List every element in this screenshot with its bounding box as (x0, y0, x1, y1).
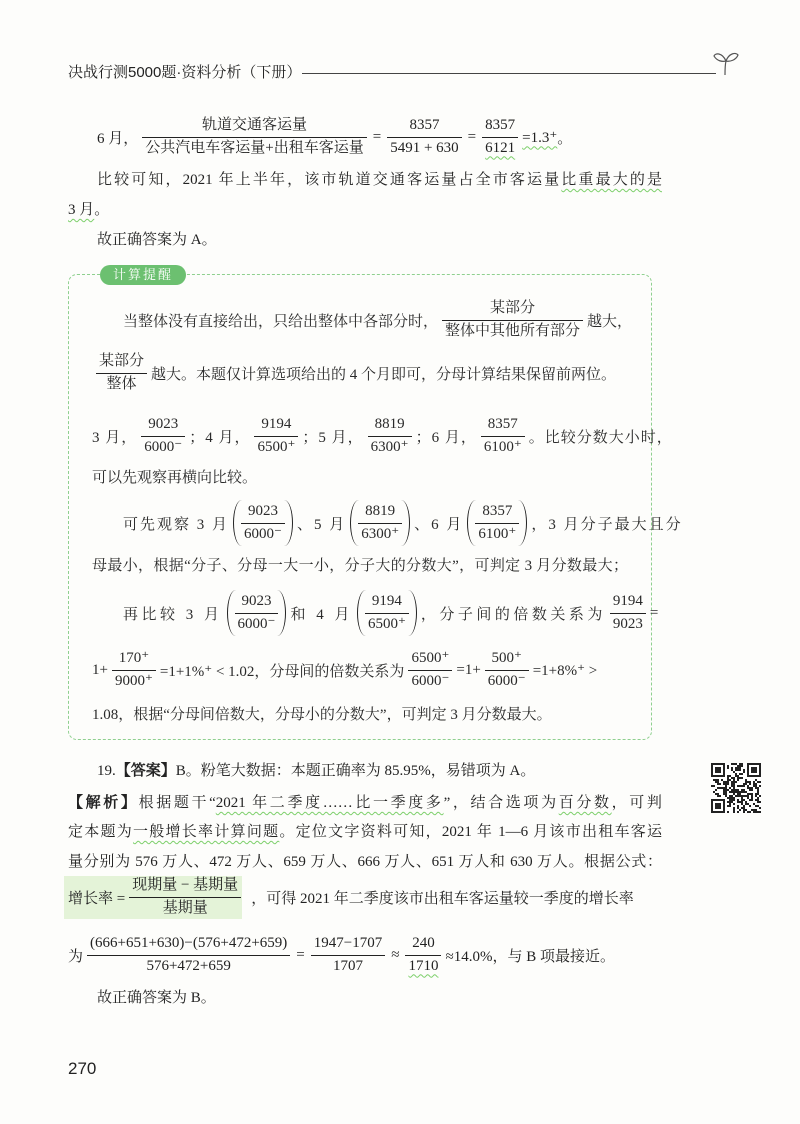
tip-line-9: 1.08，根据“分母间倍数大，分母小的分数大”，可判定 3 月分数最大。 (92, 707, 552, 723)
fraction-denominator: 6121 (485, 139, 516, 156)
equals-sign: = (649, 604, 662, 621)
conclusion-month: 3 月 (68, 202, 95, 218)
tip-line-1 (123, 295, 632, 345)
fraction-june-sum (482, 116, 518, 158)
tip-text: 1+ (92, 661, 108, 678)
approx-sign: ≈ (391, 946, 400, 963)
fraction-denominator: 9023 (612, 615, 643, 632)
page-number: 270 (68, 1059, 97, 1078)
june-ratio-line (97, 112, 572, 162)
analysis-emphasis: 一般增长率计算问题 (133, 824, 280, 840)
tip-text: 越大， (587, 313, 633, 330)
equals-sign: = (296, 946, 305, 963)
tip-text: 3 月， (92, 429, 138, 446)
fraction-numerator: 某部分 (442, 299, 583, 321)
conclusion-line-2 (68, 199, 109, 221)
tip-text: 、5 月 (296, 516, 347, 533)
fraction-denominator: 6000⁻ (244, 525, 282, 542)
fraction-denominator: 5491 + 630 (390, 139, 459, 156)
conclusion-period: 。 (94, 202, 110, 218)
tip-text: 、6 月 (414, 516, 464, 533)
fraction-numerator: 8819 (368, 415, 412, 437)
fraction-numerator: 9194 (610, 592, 646, 614)
tip-line-8 (92, 645, 597, 695)
tip-text: =1+8%⁺ > (532, 662, 598, 679)
answer-line-a: 故正确答案为 A。 (97, 232, 217, 248)
fraction-june (475, 502, 519, 544)
fraction-denominator: 6300⁺ (361, 525, 400, 542)
tip-text: 越大。本题仅计算选项给出的 4 个月即可，分母计算结果保留前两位。 (151, 366, 617, 383)
fraction-denominator: 整体 (106, 375, 137, 392)
fraction-march (241, 502, 285, 544)
fraction-denominator: 6500⁺ (367, 615, 406, 632)
fraction-numerator: 8357 (482, 116, 518, 138)
calculation-tip-label: 计算提醒 (100, 265, 186, 285)
ratio-result: =1.3⁺ (522, 129, 558, 146)
fraction-quarter-growth (87, 934, 290, 976)
growth-rate-formula-line (68, 875, 634, 919)
fraction-numerator: (666+651+630)−(576+472+659) (87, 934, 290, 956)
analysis-text: 为 (68, 948, 84, 965)
fraction-denominator: 576+472+659 (146, 957, 231, 974)
fraction-numerator: 1947−1707 (311, 934, 385, 956)
tip-text: =1+1%⁺ < 1.02，分母间的倍数关系为 (159, 663, 405, 680)
fraction-numerator: 170⁺ (112, 649, 156, 671)
fraction-denominator: 6100⁺ (478, 525, 517, 542)
fraction-numerator: 9023 (235, 592, 279, 614)
fraction-numerator: 8357 (481, 415, 525, 437)
fraction-numerator: 9194 (254, 415, 298, 437)
fraction-numerator: 6500⁺ (408, 649, 452, 671)
equals-sign: = (467, 128, 477, 145)
conclusion-emphasis: 比重最大的是 (561, 172, 662, 188)
parenthesized-fraction (467, 500, 527, 546)
fraction-rail-share (142, 116, 366, 158)
fraction-part-over-whole (96, 352, 147, 394)
fraction-denominator: 公共汽电车客运量+出租车客运量 (145, 139, 364, 156)
analysis-line-3: 量分别为 576 万人、472 万人、659 万人、666 万人、651 万人和 630 万人。根据公式： (68, 854, 662, 870)
fraction-april (254, 415, 298, 457)
equals-sign: = (372, 128, 382, 145)
q19-answer-line (97, 760, 535, 782)
tip-text: ，3 月分子最大且分 (531, 516, 683, 533)
fraction-numerator: 现期量 − 基期量 (129, 876, 241, 898)
fraction-denominator: 1710 (408, 957, 439, 974)
parenthesized-fraction (227, 590, 287, 636)
tip-text: 和 4 月 (290, 606, 353, 623)
fraction-numerator: 8357 (475, 502, 519, 524)
ratio-result-end: 。 (557, 130, 573, 147)
fraction-part-over-others (442, 299, 583, 341)
tip-line-2 (92, 348, 616, 398)
tip-line-5 (123, 496, 683, 550)
tip-text: ；5 月， (302, 429, 364, 446)
parenthesized-fraction (350, 500, 410, 546)
fraction-denominator: 6000⁻ (144, 438, 183, 455)
formula-label: 增长率 = (68, 890, 126, 907)
header-rule (302, 73, 716, 74)
fraction-april (365, 592, 409, 634)
tip-line-4: 可以先观察再横向比较。 (92, 470, 258, 486)
tip-line-7 (123, 586, 662, 640)
tip-text: 当整体没有直接给出，只给出整体中各部分时， (123, 313, 439, 330)
question-number: 19. (97, 763, 116, 779)
sprout-icon (712, 50, 740, 76)
growth-rate-fraction (129, 876, 241, 918)
fraction-numerator: 240 (405, 934, 441, 956)
tip-line-3 (92, 411, 673, 461)
tip-line-6: 母最小，根据“分子、分母一大一小，分子大的分数大”，可判定 3 月分数最大； (92, 558, 628, 574)
parenthesized-fraction (357, 590, 417, 636)
month-label: 6 月， (97, 130, 139, 147)
fraction-quarter-totals (311, 934, 385, 976)
fraction-may (368, 415, 412, 457)
fraction-numerator: 某部分 (96, 352, 147, 374)
fraction-may (358, 502, 402, 544)
fraction-numerator-gap (112, 649, 156, 691)
analysis-text: ”，结合选项为 (443, 795, 559, 811)
analysis-text: 定本题为 (68, 824, 134, 840)
analysis-text: 根据题干“ (138, 795, 216, 811)
conclusion-text: 比较可知，2021 年上半年，该市轨道交通客运量占全市客运量 (97, 172, 562, 188)
fraction-approximation (405, 934, 441, 976)
analysis-emphasis: 2021 年二季度……比一季度多 (215, 795, 444, 811)
analysis-text: ，可得 2021 年二季度该市出租车客运量较一季度的增长率 (251, 890, 634, 907)
analysis-text: 。定位文字资料可知，2021 年 1—6 月该市出租车客运 (279, 824, 662, 840)
fraction-numerator: 8819 (358, 502, 402, 524)
tip-text: 再比较 3 月 (123, 606, 223, 623)
fraction-numerator: 9023 (241, 502, 285, 524)
tip-text: =1+ (456, 661, 481, 678)
fraction-march (141, 415, 185, 457)
fraction-denominator: 整体中其他所有部分 (445, 322, 581, 339)
answer-tag: 【答案】 (115, 763, 176, 779)
fraction-denominator: 6000⁻ (237, 615, 276, 632)
fraction-june (481, 415, 525, 457)
fraction-numerator: 8357 (387, 116, 461, 138)
fraction-denominator: 6100⁺ (483, 438, 522, 455)
answer-line-b: 故正确答案为 B。 (97, 990, 216, 1006)
tip-text: ，分子间的倍数关系为 (420, 606, 606, 623)
fraction-numerator: 轨道交通客运量 (142, 116, 366, 138)
analysis-emphasis: 百分数 (558, 795, 612, 811)
fraction-numerator: 500⁺ (485, 649, 529, 671)
tip-text: ；4 月， (189, 429, 251, 446)
fraction-denominator: 9000⁺ (114, 672, 153, 689)
conclusion-line-1 (97, 169, 662, 191)
analysis-line-1 (68, 792, 662, 814)
growth-calc-line (68, 930, 615, 980)
tip-text: ；6 月， (415, 429, 477, 446)
fraction-june-values (387, 116, 461, 158)
answer-text: B。粉笔大数据：本题正确率为 85.95%，易错项为 A。 (175, 763, 536, 779)
fraction-denominator: 6000⁻ (487, 672, 526, 689)
fraction-march (235, 592, 279, 634)
qr-code (711, 763, 761, 813)
fraction-denominator-ratio (408, 649, 452, 691)
fraction-denominator: 1707 (333, 957, 363, 974)
fraction-denominator-gap (485, 649, 529, 691)
tip-text: 。比较分数大小时， (528, 429, 673, 446)
analysis-text: ，可判 (611, 795, 662, 811)
parenthesized-fraction (233, 500, 293, 546)
fraction-denominator: 6300⁺ (370, 438, 409, 455)
fraction-numerator-ratio (610, 592, 646, 634)
running-header-title: 决战行测5000题·资料分析（下册） (68, 64, 302, 81)
fraction-denominator: 6000⁻ (411, 672, 450, 689)
fraction-denominator: 6500⁺ (257, 438, 296, 455)
tip-text: 可先观察 3 月 (123, 516, 230, 533)
analysis-tag: 【解析】 (68, 795, 139, 811)
analysis-line-2 (68, 821, 662, 843)
fraction-denominator: 基期量 (162, 899, 208, 916)
fraction-numerator: 9194 (365, 592, 409, 614)
analysis-text: ≈14.0%，与 B 项最接近。 (445, 948, 615, 965)
fraction-numerator: 9023 (141, 415, 185, 437)
